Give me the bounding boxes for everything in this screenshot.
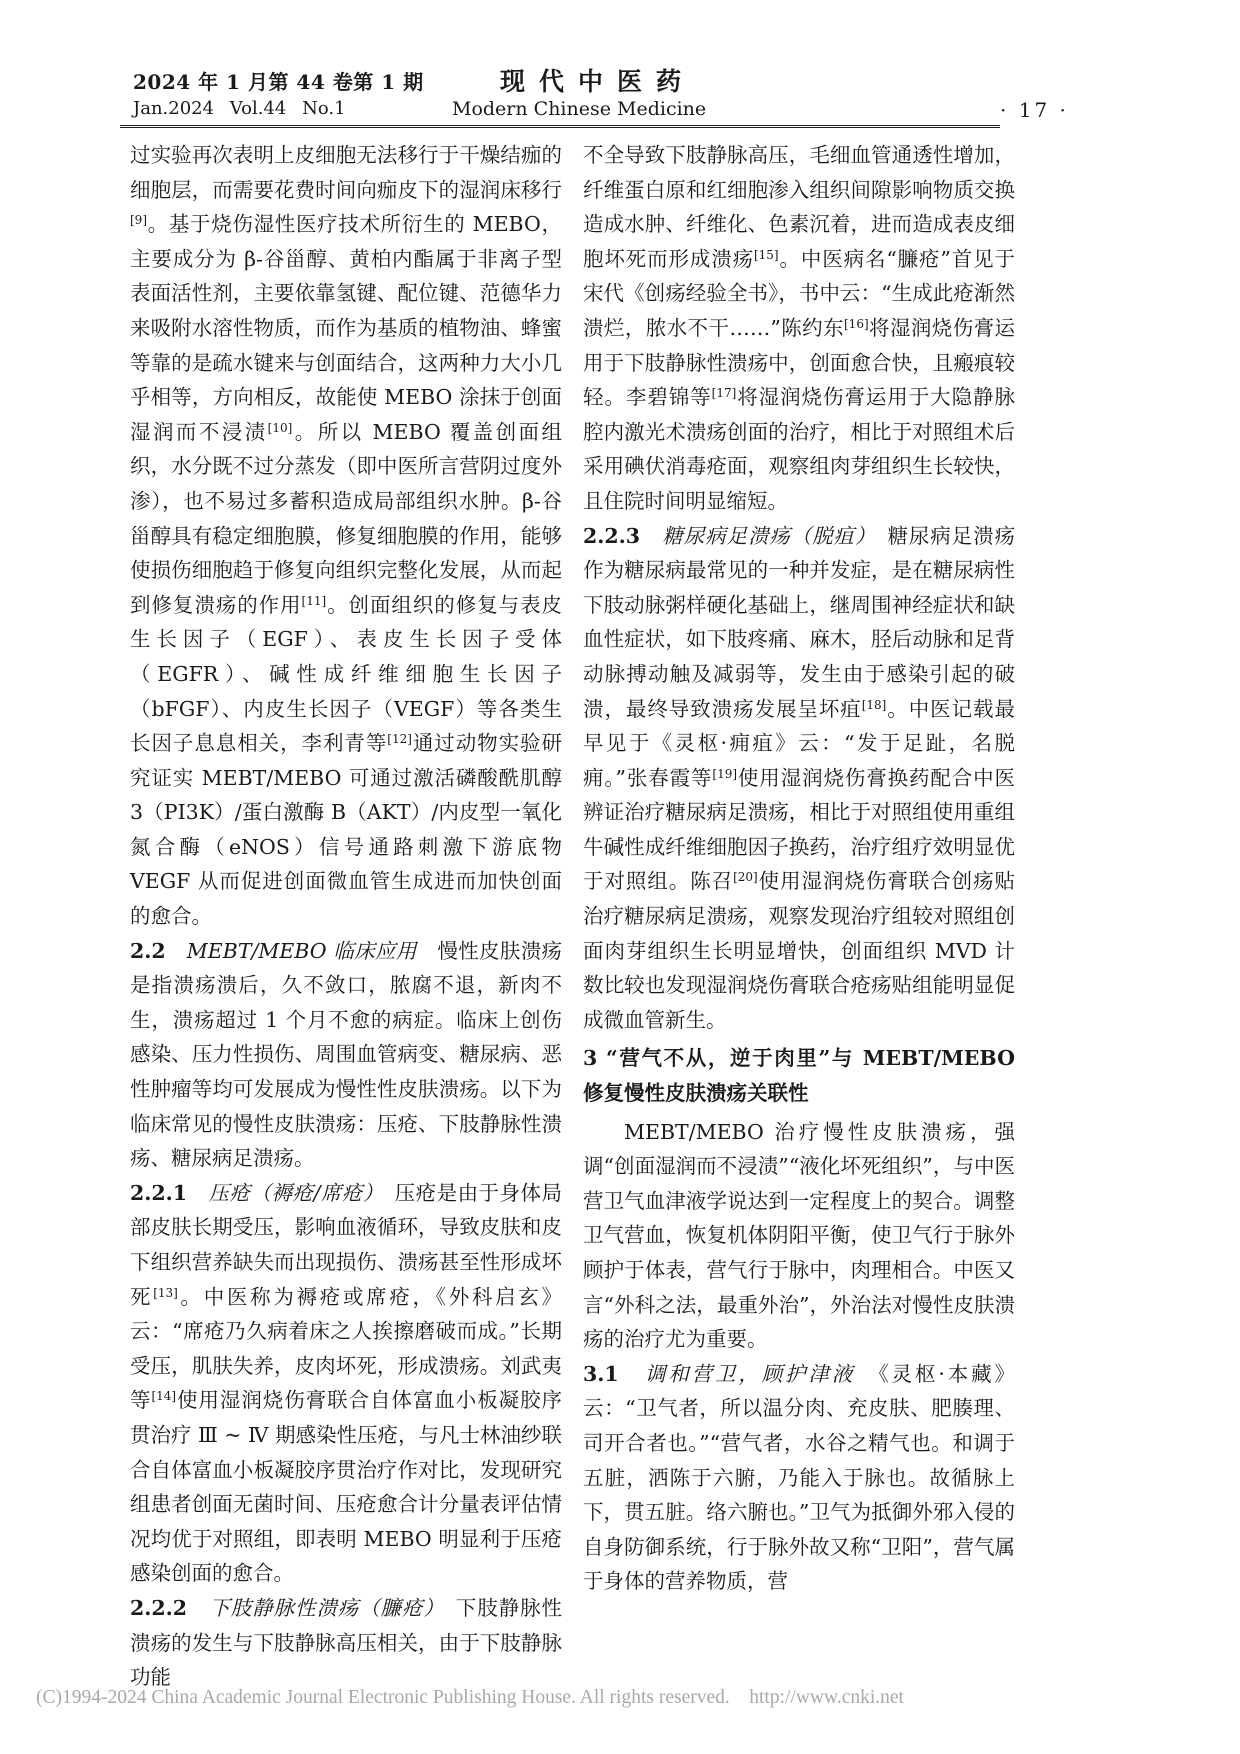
citation[interactable]: [12] <box>387 732 412 747</box>
header-rule-2 <box>120 127 1000 128</box>
journal-title-en: Modern Chinese Medicine <box>452 98 707 120</box>
citation[interactable]: [14] <box>151 1389 177 1404</box>
citation[interactable]: [13] <box>153 1285 178 1300</box>
citation[interactable]: [20] <box>733 870 758 885</box>
section-title: 压疮（褥疮/席疮） <box>208 1180 374 1205</box>
paragraph: MEBT/MEBO 治疗慢性皮肤溃疡，强调“创面湿润而不浸渍”“液化坏死组织”，与中医营卫气血津液学说达到一定程度上的契合。调整卫气营血，恢复机体阴阳平衡，使卫气行于脉外顾护于体表，营气行于脉中，肉理相合。中医又言“外科之法，最重外治”，外治法对慢性皮肤溃疡的治疗尤为重要。 <box>583 1119 1015 1352</box>
section-3-heading: 3 “营气不从，逆于肉里”与 MEBT/MEBO 修复慢性皮肤溃疡关联性 <box>583 1046 1015 1106</box>
citation[interactable]: [11] <box>301 593 327 608</box>
section-2-2-1: 2.2.1 压疮（褥疮/席疮） 压疮是由于身体局部皮肤长期受压，影响血液循环，导致皮肤和皮下组织营养缺失而出现损伤、溃疡甚至性形成坏死[13]。中医称为褥疮或席疮，《外科启玄》云：“席疮乃久病着床之人挨擦磨破而成。”长期受压，肌肤失养，皮肉坏死，形成溃疡。刘武夷等[14]使用湿润烧伤膏联合自体富血小板凝胶序贯治疗 Ⅲ ~ Ⅳ 期感染性压疮，与凡士林油纱联合自体富血小板凝胶序贯治疗作对比，发现研究组患者创面无菌时间、压疮愈合计分量表评估情况均优于对照组，即表明 MEBO 明显利于压疮感染创面的愈合。 <box>130 1180 563 1586</box>
paragraph: 过实验再次表明上皮细胞无法移行于干燥结痂的细胞层，而需要花费时间向痂皮下的湿润床移行[9]。基于烧伤湿性医疗技术所衍生的 MEBO，主要成分为 β-谷甾醇、黄柏内酯属于非离子型表面活性剂，主要依靠氢键、配位键、范德华力来吸附水溶性物质，而作为基质的植物油、蜂蜜等靠的是疏水键来与创面结合，这两种力大小几乎相等，方向相反，故能使 MEBO 涂抹于创面湿润而不浸渍[10]。所以 MEBO 覆盖创面组织，水分既不过分蒸发（即中医所言营阴过度外渗），也不易过多蓄积造成局部组织水肿。β-谷甾醇具有稳定细胞膜，修复细胞膜的作用，能够使损伤细胞趋于修复向组织完整化发展，从而起到修复溃疡的作用[11]。创面组织的修复与表皮生长因子（EGF）、表皮生长因子受体（EGFR）、碱性成纤维细胞生长因子（bFGF）、内皮生长因子（VEGF）等各类生长因子息息相关，李利青等[12]通过动物实验研究证实 MEBT/MEBO 可通过激活磷酸酰肌醇 3（PI3K）/蛋白激酶 B（AKT）/内皮型一氧化氮合酶（eNOS）信号通路刺激下游底物 VEGF 从而促进创面微血管生成进而加快创面的愈合。 <box>130 143 563 929</box>
issue-cn: 2024 年 1 月第 44 卷第 1 期 <box>133 70 424 94</box>
section-title: 下肢静脉性溃疡（臁疮） <box>209 1595 435 1620</box>
issue-en: Jan.2024 Vol.44 No.1 <box>133 98 346 119</box>
left-column <box>130 138 562 1695</box>
section-2-2-2: 2.2.2 下肢静脉性溃疡（臁疮） 下肢静脉性溃疡的发生与下肢静脉高压相关，由于下肢静脉功能 <box>130 1595 563 1690</box>
paragraph: 不全导致下肢静脉高压，毛细血管通透性增加，纤维蛋白原和红细胞渗入组织间隙影响物质交换造成水肿、纤维化、色素沉着，进而造成表皮细胞坏死而形成溃疡[15]。中医病名“臁疮”首见于宋代《创疡经验全书》，书中云：“生成此疮渐然溃烂，脓水不干……”陈约东[16]将湿润烧伤膏运用于下肢静脉性溃疡中，创面愈合快，且瘢痕较轻。李碧锦等[17]将湿润烧伤膏运用于大隐静脉腔内激光术溃疡创面的治疗，相比于对照组术后采用碘伏消毒疮面，观察组肉芽组织生长较快，且住院时间明显缩短。 <box>583 143 1016 513</box>
section-title: 调和营卫，顾护津液 <box>644 1361 856 1386</box>
citation[interactable]: [19] <box>712 766 738 781</box>
section-3-1: 3.1 调和营卫，顾护津液 《灵枢·本藏》云：“卫气者，所以温分肉、充皮肤、肥腠理、司开合者也。”“营气者，水谷之精气也。和调于五脏，洒陈于六腑，乃能入于脉也。故循脉上下，贯五脏。络六腑也。”卫气为抵御外邪入侵的自身防御系统，行于脉外故又称“卫阳”，营气属于身体的营养物质，营 <box>583 1361 1016 1594</box>
citation[interactable]: [16] <box>844 316 869 331</box>
section-2-2-3: 2.2.3 糖尿病足溃疡（脱疽） 糖尿病足溃疡作为糖尿病最常见的一种并发症，是在糖尿病性下肢动脉粥样硬化基础上，继周围神经症状和缺血性症状，如下肢疼痛、麻木，胫后动脉和足背动脉搏动触及减弱等，发生由于感染引起的破溃，最终导致溃疡发展呈坏疽[18]。中医记载最早见于《灵枢·痈疽》云：“发于足趾，名脱痈。”张春霞等[19]使用湿润烧伤膏换药配合中医辨证治疗糖尿病足溃疡，相比于对照组使用重组牛碱性成纤维细胞因子换药，治疗组疗效明显优于对照组。陈召[20]使用湿润烧伤膏联合创疡贴治疗糖尿病足溃疡，观察发现治疗组较对照组创面肉芽组织生长明显增快，创面组织 MVD 计数比较也发现湿润烧伤膏联合疮疡贴组能明显促成微血管新生。 <box>583 523 1016 1032</box>
header-rule <box>120 125 1000 126</box>
section-title: 糖尿病足溃疡（脱疽） <box>662 523 867 548</box>
journal-title-cn: 现代中医药 <box>500 67 696 96</box>
citation[interactable]: [15] <box>753 247 779 262</box>
citation[interactable]: [9] <box>130 213 147 228</box>
right-column <box>583 138 1015 1599</box>
section-title: MEBT/MEBO 临床应用 <box>186 938 417 963</box>
citation[interactable]: [17] <box>711 386 737 401</box>
citation[interactable]: [10] <box>267 420 293 435</box>
copyright-footer: (C)1994-2024 China Academic Journal Electronic Publishing House. All rights reserved. http://www.cnki.net <box>36 1687 904 1708</box>
citation[interactable]: [18] <box>861 697 887 712</box>
page-number: · 17 · <box>1000 98 1069 122</box>
section-2-2: 2.2 MEBT/MEBO 临床应用 慢性皮肤溃疡是指溃疡溃后，久不敛口，脓腐不退，新肉不生，溃疡超过 1 个月不愈的病症。临床上创伤感染、压力性损伤、周围血管病变、糖尿病、恶性肿瘤等均可发展成为慢性性皮肤溃疡。以下为临床常见的慢性皮肤溃疡：压疮、下肢静脉性溃疡、糖尿病足溃疡。 <box>130 938 563 1171</box>
